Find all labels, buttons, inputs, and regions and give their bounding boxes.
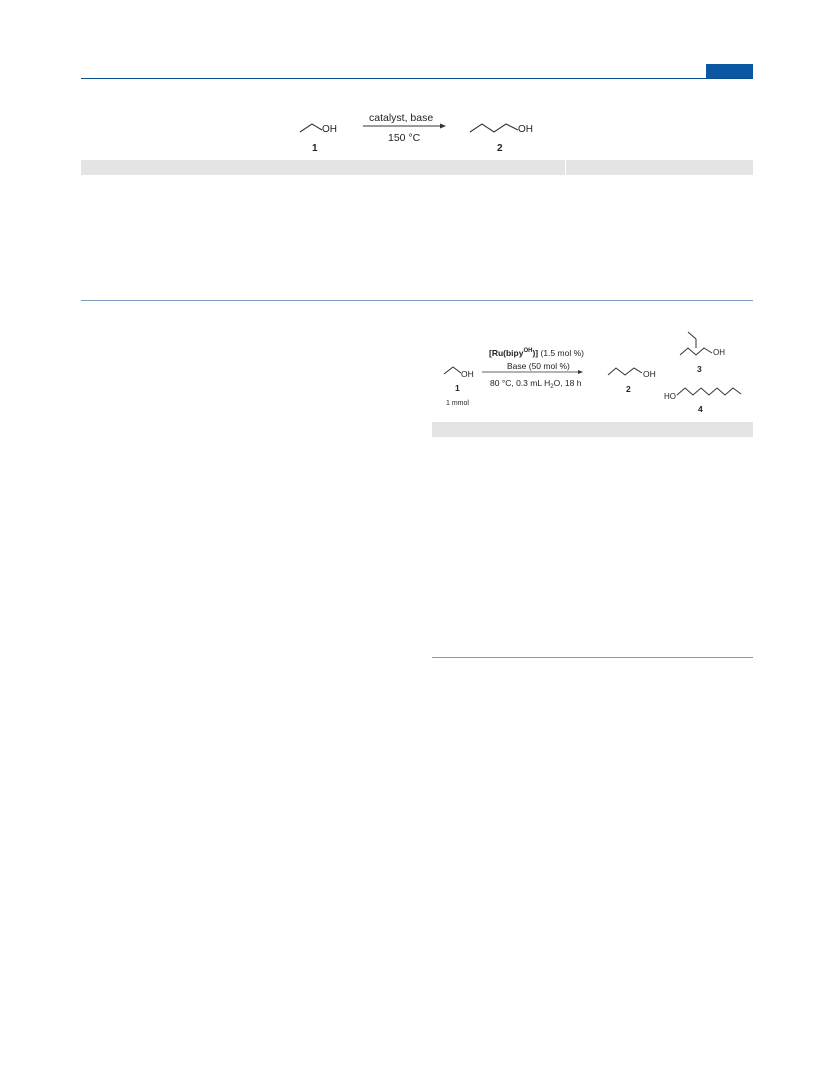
scheme2-reactant-amount: 1 mmol <box>446 400 469 407</box>
table1-bottom-rule <box>81 300 753 301</box>
header-rule <box>81 78 753 79</box>
scheme2-conditions-suffix: O, 18 h <box>553 378 582 388</box>
scheme2-conditions-prefix: 80 °C, 0.3 mL H <box>490 378 551 388</box>
scheme2-product4-ho: HO <box>664 392 676 401</box>
scheme1-product-oh: OH <box>518 124 533 135</box>
scheme1-reactant-number: 1 <box>312 143 318 154</box>
scheme1-reagents-top: catalyst, base <box>369 112 434 124</box>
scheme1-ethanol-skeleton <box>300 124 322 132</box>
scheme2-catalyst-superscript: OH <box>523 348 533 354</box>
scheme1-butanol-skeleton <box>470 124 518 132</box>
scheme2-reactant-oh: OH <box>461 369 474 379</box>
scheme2-ethylbutanol-chain <box>680 348 712 355</box>
scheme2-product4-number: 4 <box>698 404 703 414</box>
scheme2-conditions-subscript: 2 <box>550 384 554 390</box>
scheme2-ethylbutanol-branch <box>688 332 696 348</box>
table1-header-divider <box>565 160 566 175</box>
scheme2-ethanol-skeleton <box>444 367 461 374</box>
scheme1-reactant-oh: OH <box>322 124 337 135</box>
scheme2-arrowhead <box>578 370 583 374</box>
table2-header-bar <box>432 422 753 437</box>
table2-bottom-rule <box>432 657 753 658</box>
scheme1-arrowhead <box>440 124 446 129</box>
scheme2-butanol-skeleton <box>608 368 642 375</box>
scheme2-base: Base (50 mol %) <box>507 361 570 371</box>
scheme2-product3-oh: OH <box>713 348 725 357</box>
table1-header-bar <box>81 160 753 175</box>
scheme2-catalyst-loading: (1.5 mol %) <box>538 348 584 358</box>
scheme1-product-number: 2 <box>497 143 503 154</box>
scheme2-catalyst-suffix: )] <box>532 348 539 358</box>
scheme2-reactant-number: 1 <box>455 383 460 393</box>
scheme2-conditions-line <box>490 378 582 390</box>
scheme2-reaction <box>432 326 752 418</box>
scheme2-hexanol-skeleton <box>677 388 741 395</box>
scheme1-reaction <box>290 108 550 156</box>
scheme2-catalyst-prefix: [Ru(bipy <box>489 348 524 358</box>
scheme2-catalyst-line <box>489 348 584 358</box>
page-corner-tab <box>706 64 753 78</box>
scheme2-product2-number: 2 <box>626 384 631 394</box>
scheme2-product3-number: 3 <box>697 364 702 374</box>
scheme1-reagents-bottom: 150 °C <box>388 132 421 144</box>
scheme2-product2-oh: OH <box>643 369 656 379</box>
